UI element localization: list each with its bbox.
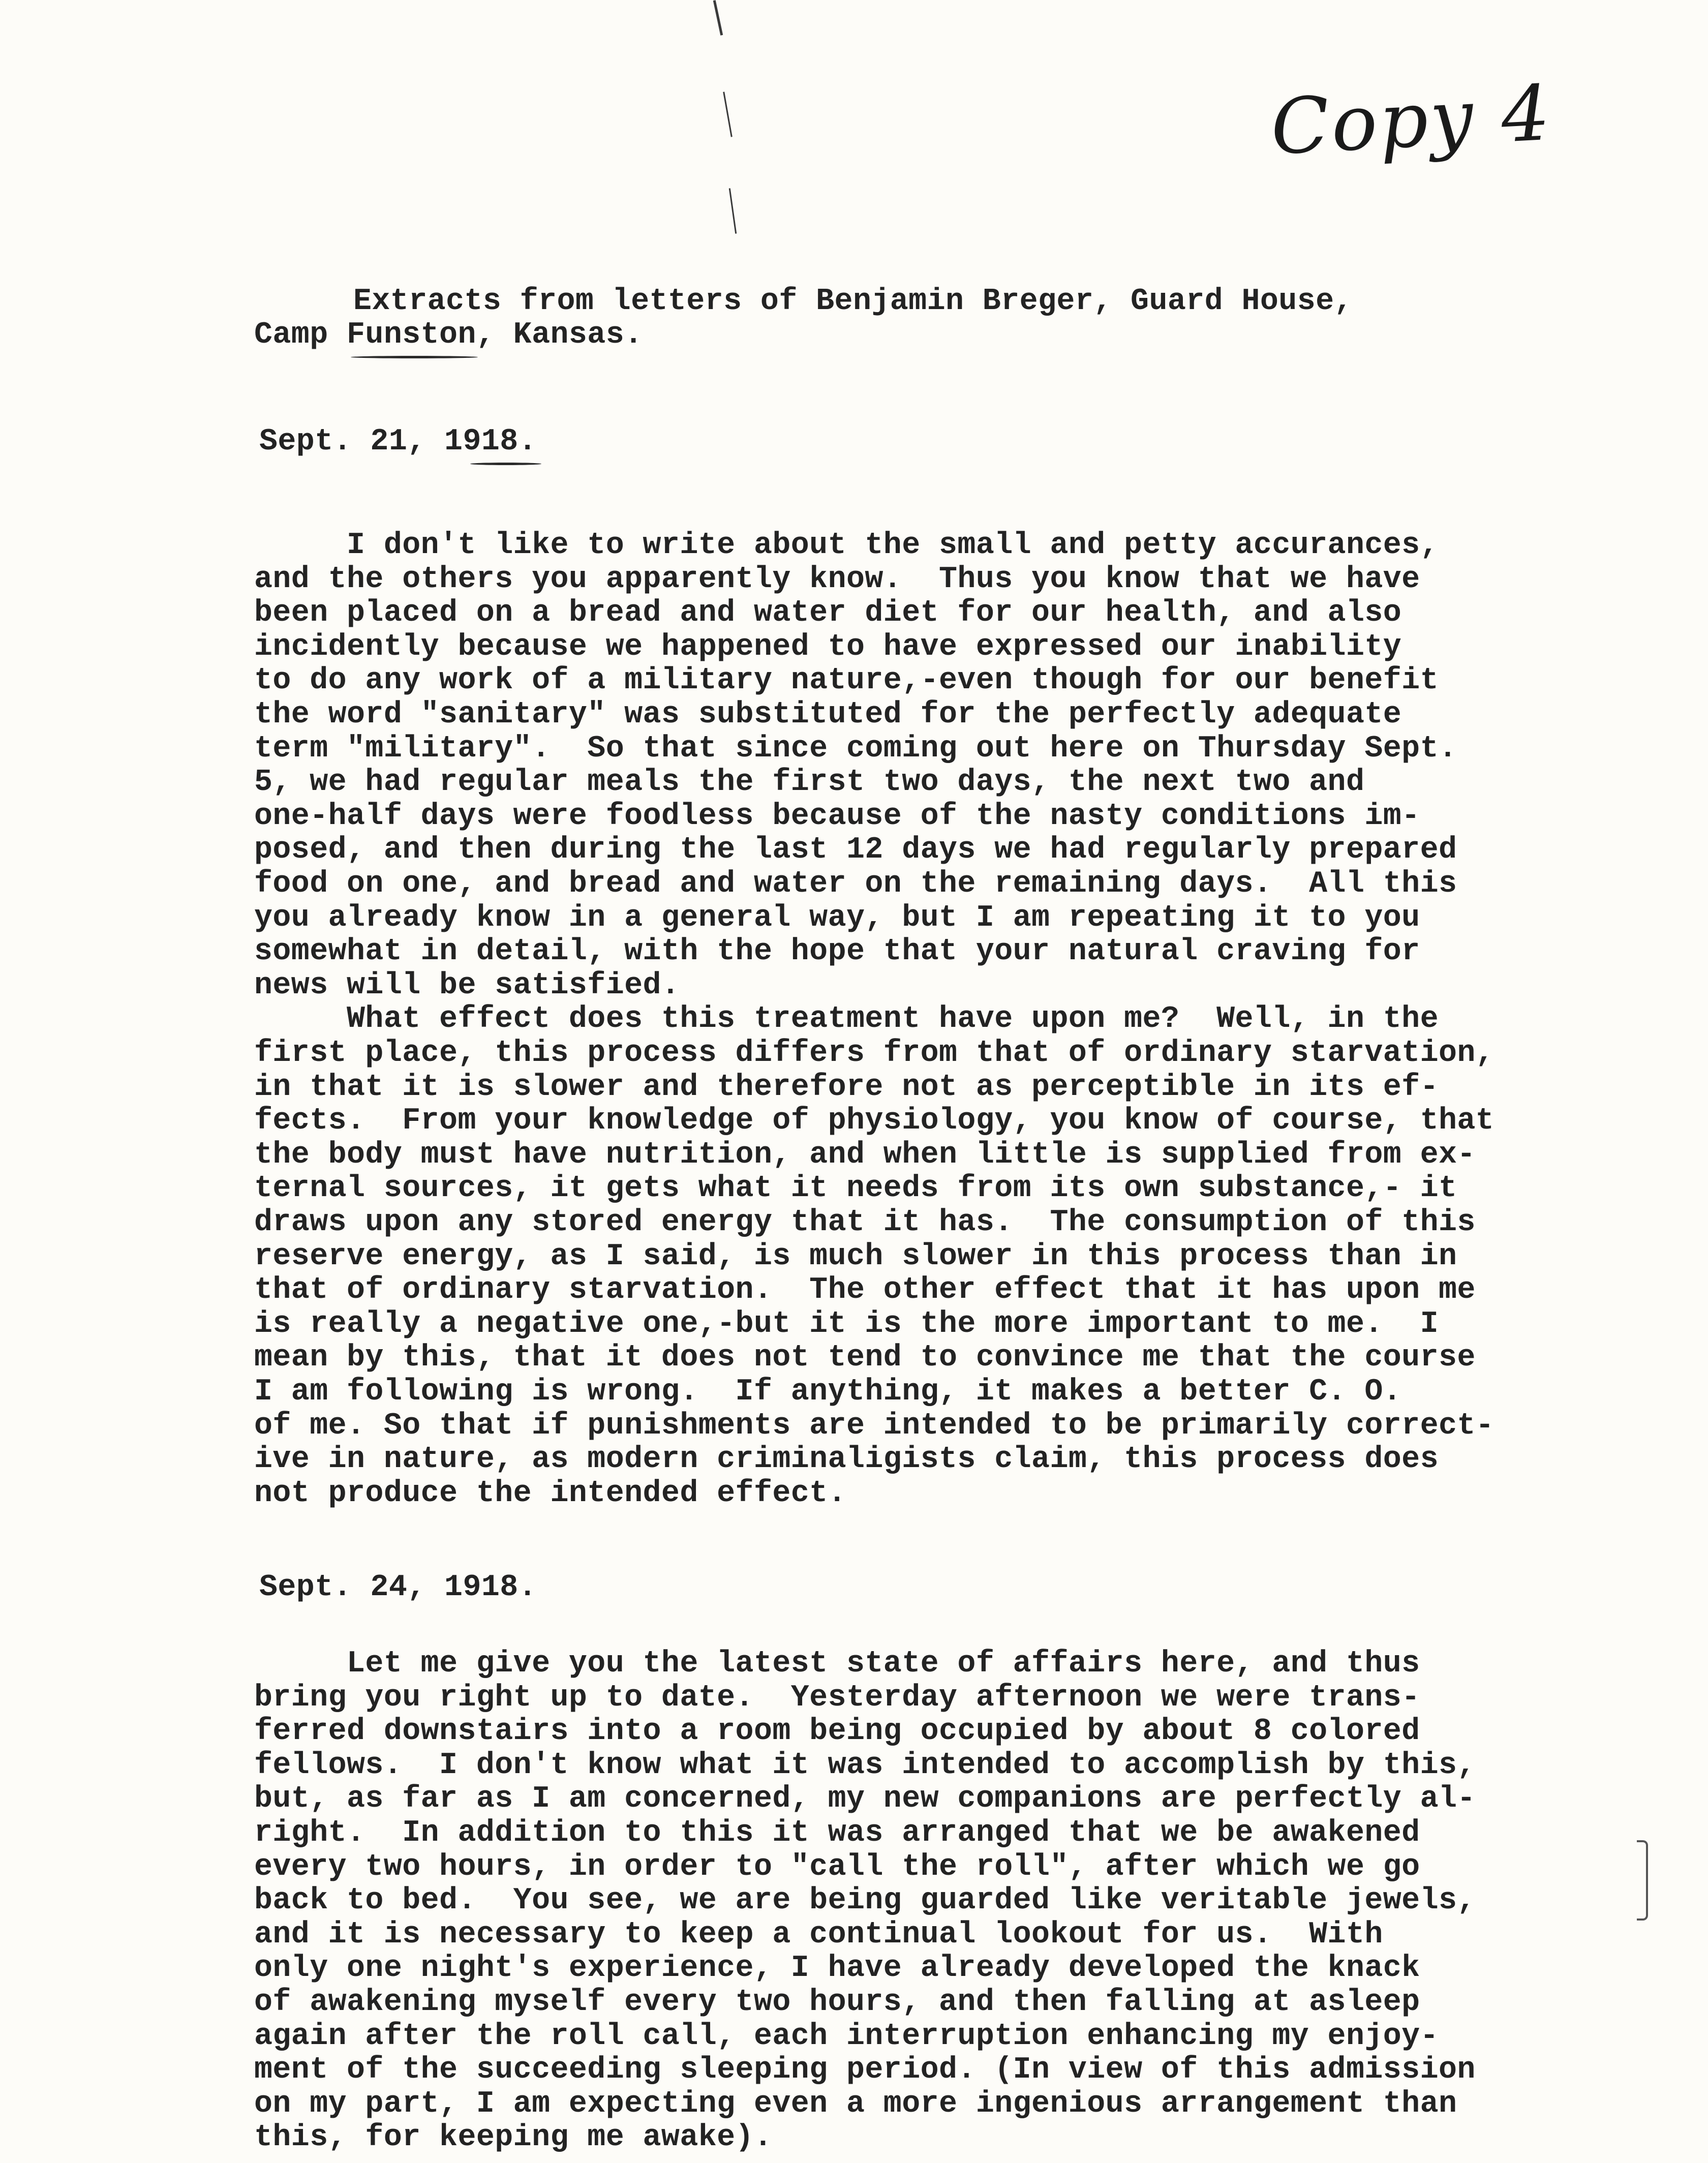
- letter-text-line: only one night's experience, I have already developed the knack: [254, 1951, 1420, 1986]
- letter-text-line: this, for keeping me awake).: [254, 2120, 773, 2155]
- letter-text-line: is really a negative one,-but it is the more important to me. I: [254, 1306, 1439, 1342]
- letter-text-line: food on one, and bread and water on the remaining days. All this: [254, 867, 1457, 901]
- letter-text-line: incidently because we happened to have expressed our inability: [254, 629, 1402, 664]
- letter-text-line: What effect does this treatment have upon me? Well, in the: [254, 1002, 1439, 1037]
- letter-text-line: reserve energy, as I said, is much slower in this process than in: [254, 1239, 1457, 1274]
- letter-text-line: ternal sources, it gets what it needs from its own substance,- it: [254, 1171, 1457, 1206]
- handwritten-copy-mark: Copy 4: [1268, 69, 1554, 172]
- letter-text-line: to do any work of a military nature,-even though for our benefit: [254, 663, 1439, 698]
- letter-date-1: Sept. 21, 1918.: [259, 424, 537, 459]
- letter-text-line: back to bed. You see, we are being guarded like veritable jewels,: [254, 1883, 1476, 1918]
- letter-text-line: and it is necessary to keep a continual lookout for us. With: [254, 1917, 1383, 1952]
- pin-mark: [713, 0, 723, 36]
- letter-text-line: mean by this, that it does not tend to convince me that the course: [254, 1341, 1476, 1376]
- letter-text-line: and the others you apparently know. Thus you know that we have: [254, 562, 1420, 597]
- letter-text-line: 5, we had regular meals the first two days, the next two and: [254, 765, 1365, 800]
- letter-text-line: fellows. I don't know what it was intended to accomplish by this,: [254, 1748, 1476, 1783]
- pin-mark: [729, 188, 737, 234]
- letter-text-line: ment of the succeeding sleeping period. (In view of this admission: [254, 2053, 1476, 2088]
- letter-text-line: right. In addition to this it was arranged that we be awakened: [254, 1816, 1420, 1850]
- letter-text-line: one-half days were foodless because of the nasty conditions im-: [254, 799, 1420, 834]
- letter-text-line: posed, and then during the last 12 days we had regularly prepared: [254, 833, 1457, 868]
- pin-mark: [723, 92, 733, 137]
- letter-text-line: I don't like to write about the small and petty accurances,: [254, 528, 1439, 563]
- heading-line-1: Extracts from letters of Benjamin Breger, Guard House,: [353, 284, 1353, 319]
- letter-text-line: of me. So that if punishments are intended to be primarily correct-: [254, 1408, 1494, 1443]
- letter-text-line: every two hours, in order to "call the roll", after which we go: [254, 1849, 1420, 1884]
- letter-text-line: you already know in a general way, but I am repeating it to you: [254, 900, 1420, 935]
- letter-text-line: fects. From your knowledge of physiology, you know of course, that: [254, 1104, 1494, 1139]
- letter-text-line: draws upon any stored energy that it has. The consumption of this: [254, 1205, 1476, 1240]
- letter-text-line: I am following is wrong. If anything, it makes a better C. O.: [254, 1375, 1402, 1409]
- letter-text-line: first place, this process differs from that of ordinary starvation,: [254, 1036, 1494, 1071]
- letter-text-line: not produce the intended effect.: [254, 1476, 846, 1511]
- letter-text-line: Let me give you the latest state of affairs here, and thus: [254, 1647, 1420, 1681]
- letter-text-line: in that it is slower and therefore not as perceptible in its ef-: [254, 1070, 1439, 1105]
- letter-text-line: been placed on a bread and water diet for our health, and also: [254, 596, 1402, 631]
- letter-text-line: again after the roll call, each interruption enhancing my enjoy-: [254, 2019, 1439, 2054]
- margin-bracket-mark: [1637, 1840, 1648, 1921]
- letter-text-line: on my part, I am expecting even a more ingenious arrangement than: [254, 2086, 1457, 2121]
- letter-text-line: bring you right up to date. Yesterday afternoon we were trans-: [254, 1680, 1420, 1715]
- handwritten-underline: [470, 463, 541, 465]
- letter-text-line: somewhat in detail, with the hope that your natural craving for: [254, 934, 1420, 969]
- letter-text-line: but, as far as I am concerned, my new companions are perfectly al-: [254, 1782, 1476, 1817]
- letter-text-line: ive in nature, as modern criminaligists claim, this process does: [254, 1442, 1439, 1477]
- letter-text-line: the body must have nutrition, and when little is supplied from ex-: [254, 1137, 1476, 1172]
- letter-text-line: ferred downstairs into a room being occupied by about 8 colored: [254, 1714, 1420, 1749]
- letter-text-line: that of ordinary starvation. The other effect that it has upon me: [254, 1273, 1476, 1308]
- heading-line-2: Camp Funston, Kansas.: [254, 318, 643, 352]
- letter-text-line: the word "sanitary" was substituted for the perfectly adequate: [254, 697, 1402, 732]
- letter-date-2: Sept. 24, 1918.: [259, 1570, 537, 1605]
- letter-text-line: of awakening myself every two hours, and then falling at asleep: [254, 1985, 1420, 2020]
- letter-text-line: term "military". So that since coming out here on Thursday Sept.: [254, 731, 1457, 766]
- handwritten-underline: [351, 356, 478, 358]
- letter-text-line: news will be satisfied.: [254, 968, 680, 1003]
